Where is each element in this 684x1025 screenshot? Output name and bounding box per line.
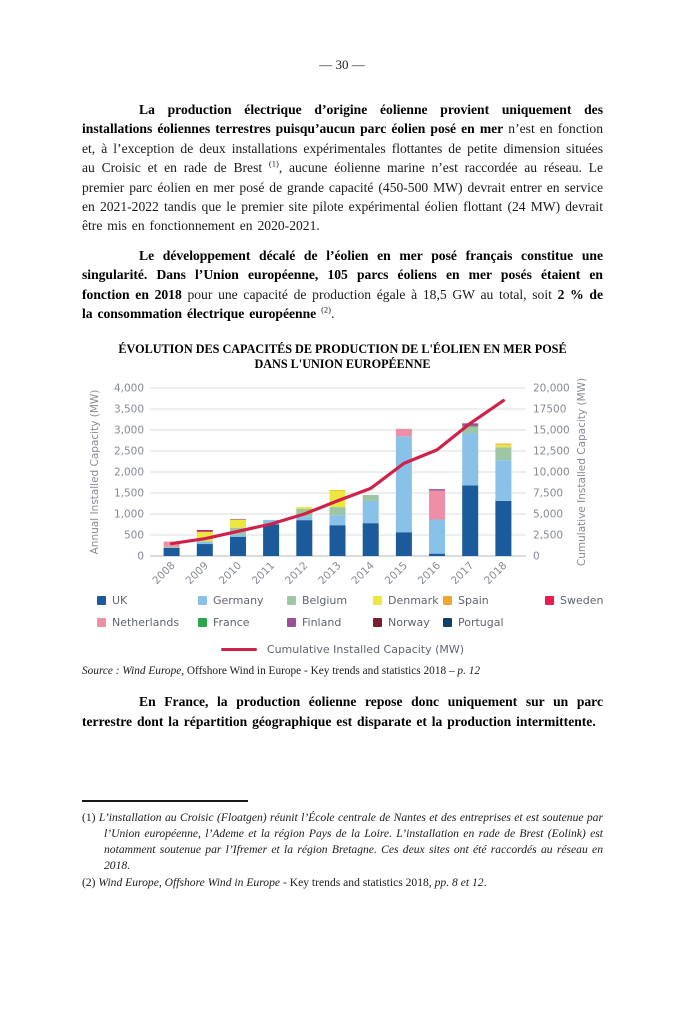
right-axis-tick: 5,000 <box>533 508 564 521</box>
legend-item-belgium <box>287 594 347 607</box>
x-axis-label: 2008 <box>150 560 178 588</box>
bar-segment-finland <box>230 519 246 520</box>
bar-segment-uk <box>396 533 412 557</box>
x-axis-label: 2009 <box>183 560 211 588</box>
legend-item-finland <box>287 616 341 629</box>
x-axis-label: 2013 <box>316 560 344 588</box>
x-axis-label: 2015 <box>382 560 411 588</box>
bar-segment-belgium <box>330 508 346 516</box>
legend-item-norway <box>373 616 430 629</box>
bar-segment-germany <box>363 501 379 523</box>
legend-label: Belgium <box>302 594 348 608</box>
footnote-2: (2) Wind Europe, Offshore Wind in Europe - Key trends and statistics 2018, pp. 8 et 12. <box>82 876 487 890</box>
bar-segment-uk <box>330 526 346 557</box>
bar-segment-germany <box>396 437 412 533</box>
line-legend-label: Cumulative Installed Capacity (MW) <box>266 642 465 656</box>
legend-swatch-icon <box>198 618 207 627</box>
legend-swatch-icon <box>545 596 554 605</box>
right-axis-tick: 17500 <box>533 403 567 416</box>
legend-item-germany <box>198 594 264 607</box>
right-axis-tick: 20,000 <box>533 382 570 395</box>
bar-segment-germany <box>230 535 246 537</box>
legend-row-1 <box>82 594 603 616</box>
right-axis-tick: 15,000 <box>533 424 570 437</box>
legend-label: Norway <box>388 616 430 630</box>
legend-label: Netherlands <box>112 616 180 630</box>
bar-segment-germany <box>330 516 346 526</box>
bar-segment-uk <box>197 544 213 556</box>
source-note: Source : Wind Europe, Offshore Wind in Europe - Key trends and statistics 2018 – p. 12 <box>82 665 481 678</box>
line-legend <box>82 641 603 657</box>
legend-label: Portugal <box>458 616 504 630</box>
x-axis-label: 2012 <box>283 560 311 588</box>
legend-label: France <box>213 616 250 630</box>
legend-item-netherlands <box>97 616 179 629</box>
bar-segment-uk <box>495 501 511 556</box>
chart-title-line-1: ÉVOLUTION DES CAPACITÉS DE PRODUCTION DE L'ÉOLIEN EN MER POSÉ <box>118 342 567 357</box>
bar-segment-spain <box>330 491 346 492</box>
legend-item-spain <box>443 594 489 607</box>
legend-label: UK <box>112 594 128 608</box>
bar-segment-uk <box>164 548 180 556</box>
bar-segment-norway <box>197 531 213 532</box>
right-axis-tick: 10,000 <box>533 466 570 479</box>
legend-item-sweden <box>545 594 603 607</box>
x-axis-label: 2016 <box>415 560 444 588</box>
legend-swatch-icon <box>373 596 382 605</box>
left-axis-tick: 1,500 <box>113 487 144 500</box>
bar-segment-germany <box>462 434 478 486</box>
legend-item-portugal <box>443 616 504 629</box>
legend-label: Spain <box>458 594 489 608</box>
legend-swatch-icon <box>443 618 452 627</box>
legend-swatch-icon <box>97 618 106 627</box>
legend-swatch-icon <box>443 596 452 605</box>
chart <box>82 376 603 657</box>
legend-item-france <box>198 616 250 629</box>
cumulative-line-swatch-icon <box>221 648 257 652</box>
page-content <box>82 100 603 891</box>
chart-canvas <box>82 376 603 588</box>
legend-swatch-icon <box>97 596 106 605</box>
x-axis-label: 2018 <box>482 560 510 588</box>
paragraph-3: En France, la production éolienne repose donc uniquement sur un parc terrestre dont la répartition géographique est disparate et la production intermittente. <box>82 694 603 729</box>
right-axis-tick: 0 <box>533 550 540 563</box>
chart-legend <box>82 594 603 638</box>
legend-label: Sweden <box>560 594 604 608</box>
x-axis-label: 2011 <box>249 560 278 588</box>
legend-row-2 <box>82 616 603 638</box>
x-axis-label: 2010 <box>216 560 245 588</box>
legend-label: Finland <box>302 616 342 630</box>
bar-segment-uk <box>230 537 246 556</box>
bar-segment-uk <box>363 524 379 557</box>
footnote-divider <box>82 800 248 802</box>
bar-segment-sweden <box>197 531 213 532</box>
bar-segment-germany <box>429 520 445 554</box>
left-axis-tick: 500 <box>123 529 144 542</box>
bar-segment-belgium <box>495 448 511 461</box>
left-axis-tick: 4,000 <box>113 382 144 395</box>
right-axis-tick: 2,500 <box>533 529 564 542</box>
bar-segment-uk <box>462 486 478 557</box>
bar-segment-belgium <box>164 547 180 548</box>
left-axis-title: Annual Installed Capacity (MW) <box>89 390 101 555</box>
bar-segment-germany <box>495 461 511 502</box>
x-axis-label: 2017 <box>448 560 477 588</box>
chart-svg <box>82 376 603 588</box>
x-axis-label: 2014 <box>349 560 377 588</box>
bar-segment-uk <box>263 525 279 557</box>
legend-swatch-icon <box>287 618 296 627</box>
left-axis-tick: 2,000 <box>113 466 144 479</box>
legend-swatch-icon <box>373 618 382 627</box>
left-axis-tick: 3,500 <box>113 403 144 416</box>
bar-segment-uk <box>296 521 312 557</box>
bar-segment-denmark <box>495 445 511 448</box>
bar-segment-germany <box>197 542 213 545</box>
legend-swatch-icon <box>198 596 207 605</box>
bar-segment-belgium <box>363 495 379 501</box>
left-axis-tick: 0 <box>137 550 144 563</box>
legend-label: Germany <box>213 594 264 608</box>
right-axis-tick: 7,500 <box>533 487 564 500</box>
bar-segment-uk <box>429 554 445 556</box>
left-axis-tick: 3,000 <box>113 424 144 437</box>
right-axis-tick: 12,500 <box>533 445 570 458</box>
left-axis-tick: 1,000 <box>113 508 144 521</box>
footnote-1: (1) L’installation au Croisic (Floatgen) réunit l’École centrale de Nantes et des entreprises et est soutenue par l’Union européenne, l’Ademe et la région Pays de la Loire. L’installation en rade de Brest (Eolink) est notamment soutenue par l’Ifremer et la région Bretagne. Ces deux sites ont été raccordés au réseau en 2018. <box>82 811 603 872</box>
bar-segment-denmark <box>296 507 312 509</box>
bar-segment-netherlands <box>429 491 445 520</box>
paragraph-2: Le développement décalé de l’éolien en mer posé français constitue une singularité. Dans l’Union européenne, 105 parcs éoliens en mer posés étaient en fonction en 2018 pour une capacité de production égale à 18,5 GW au total, soit 2 % de la consommation électrique européenne $^{(2)}$. <box>82 247 603 322</box>
bar-segment-denmark <box>230 520 246 529</box>
paragraph-1: La production électrique d’origine éolienne provient uniquement des installations éoliennes terrestres puisqu’aucun parc éolien posé en mer n’est en fonction et, à l’exception de deux installations expérimentales flottantes de petite dimension situées au Croisic et en rade de Brest $^{(1)}$, aucune éolienne marine n’est raccordée au réseau. Le premier parc éolien en mer posé de grande capacité (450-500 MW) devrait entrer en service en 2021-2022 tandis que le premier site pilote expérimental éolien flottant (24 MW) devrait être mis en fonctionnement en 2020-2021. <box>82 102 603 234</box>
legend-item-denmark <box>373 594 439 607</box>
bar-segment-netherlands <box>396 429 412 437</box>
bar-segment-finland <box>429 490 445 491</box>
chart-title-line-2: DANS L'UNION EUROPÉENNE <box>254 357 431 372</box>
legend-label: Denmark <box>388 594 439 608</box>
bar-segment-spain <box>495 444 511 445</box>
chart-title <box>82 342 603 372</box>
legend-item-uk <box>97 594 127 607</box>
footnotes <box>82 810 603 891</box>
left-axis-tick: 2,500 <box>113 445 144 458</box>
legend-swatch-icon <box>287 596 296 605</box>
right-axis-title: Cumulative Installed Capacity (MW) <box>576 378 588 567</box>
page-number: — 30 — <box>319 57 365 72</box>
